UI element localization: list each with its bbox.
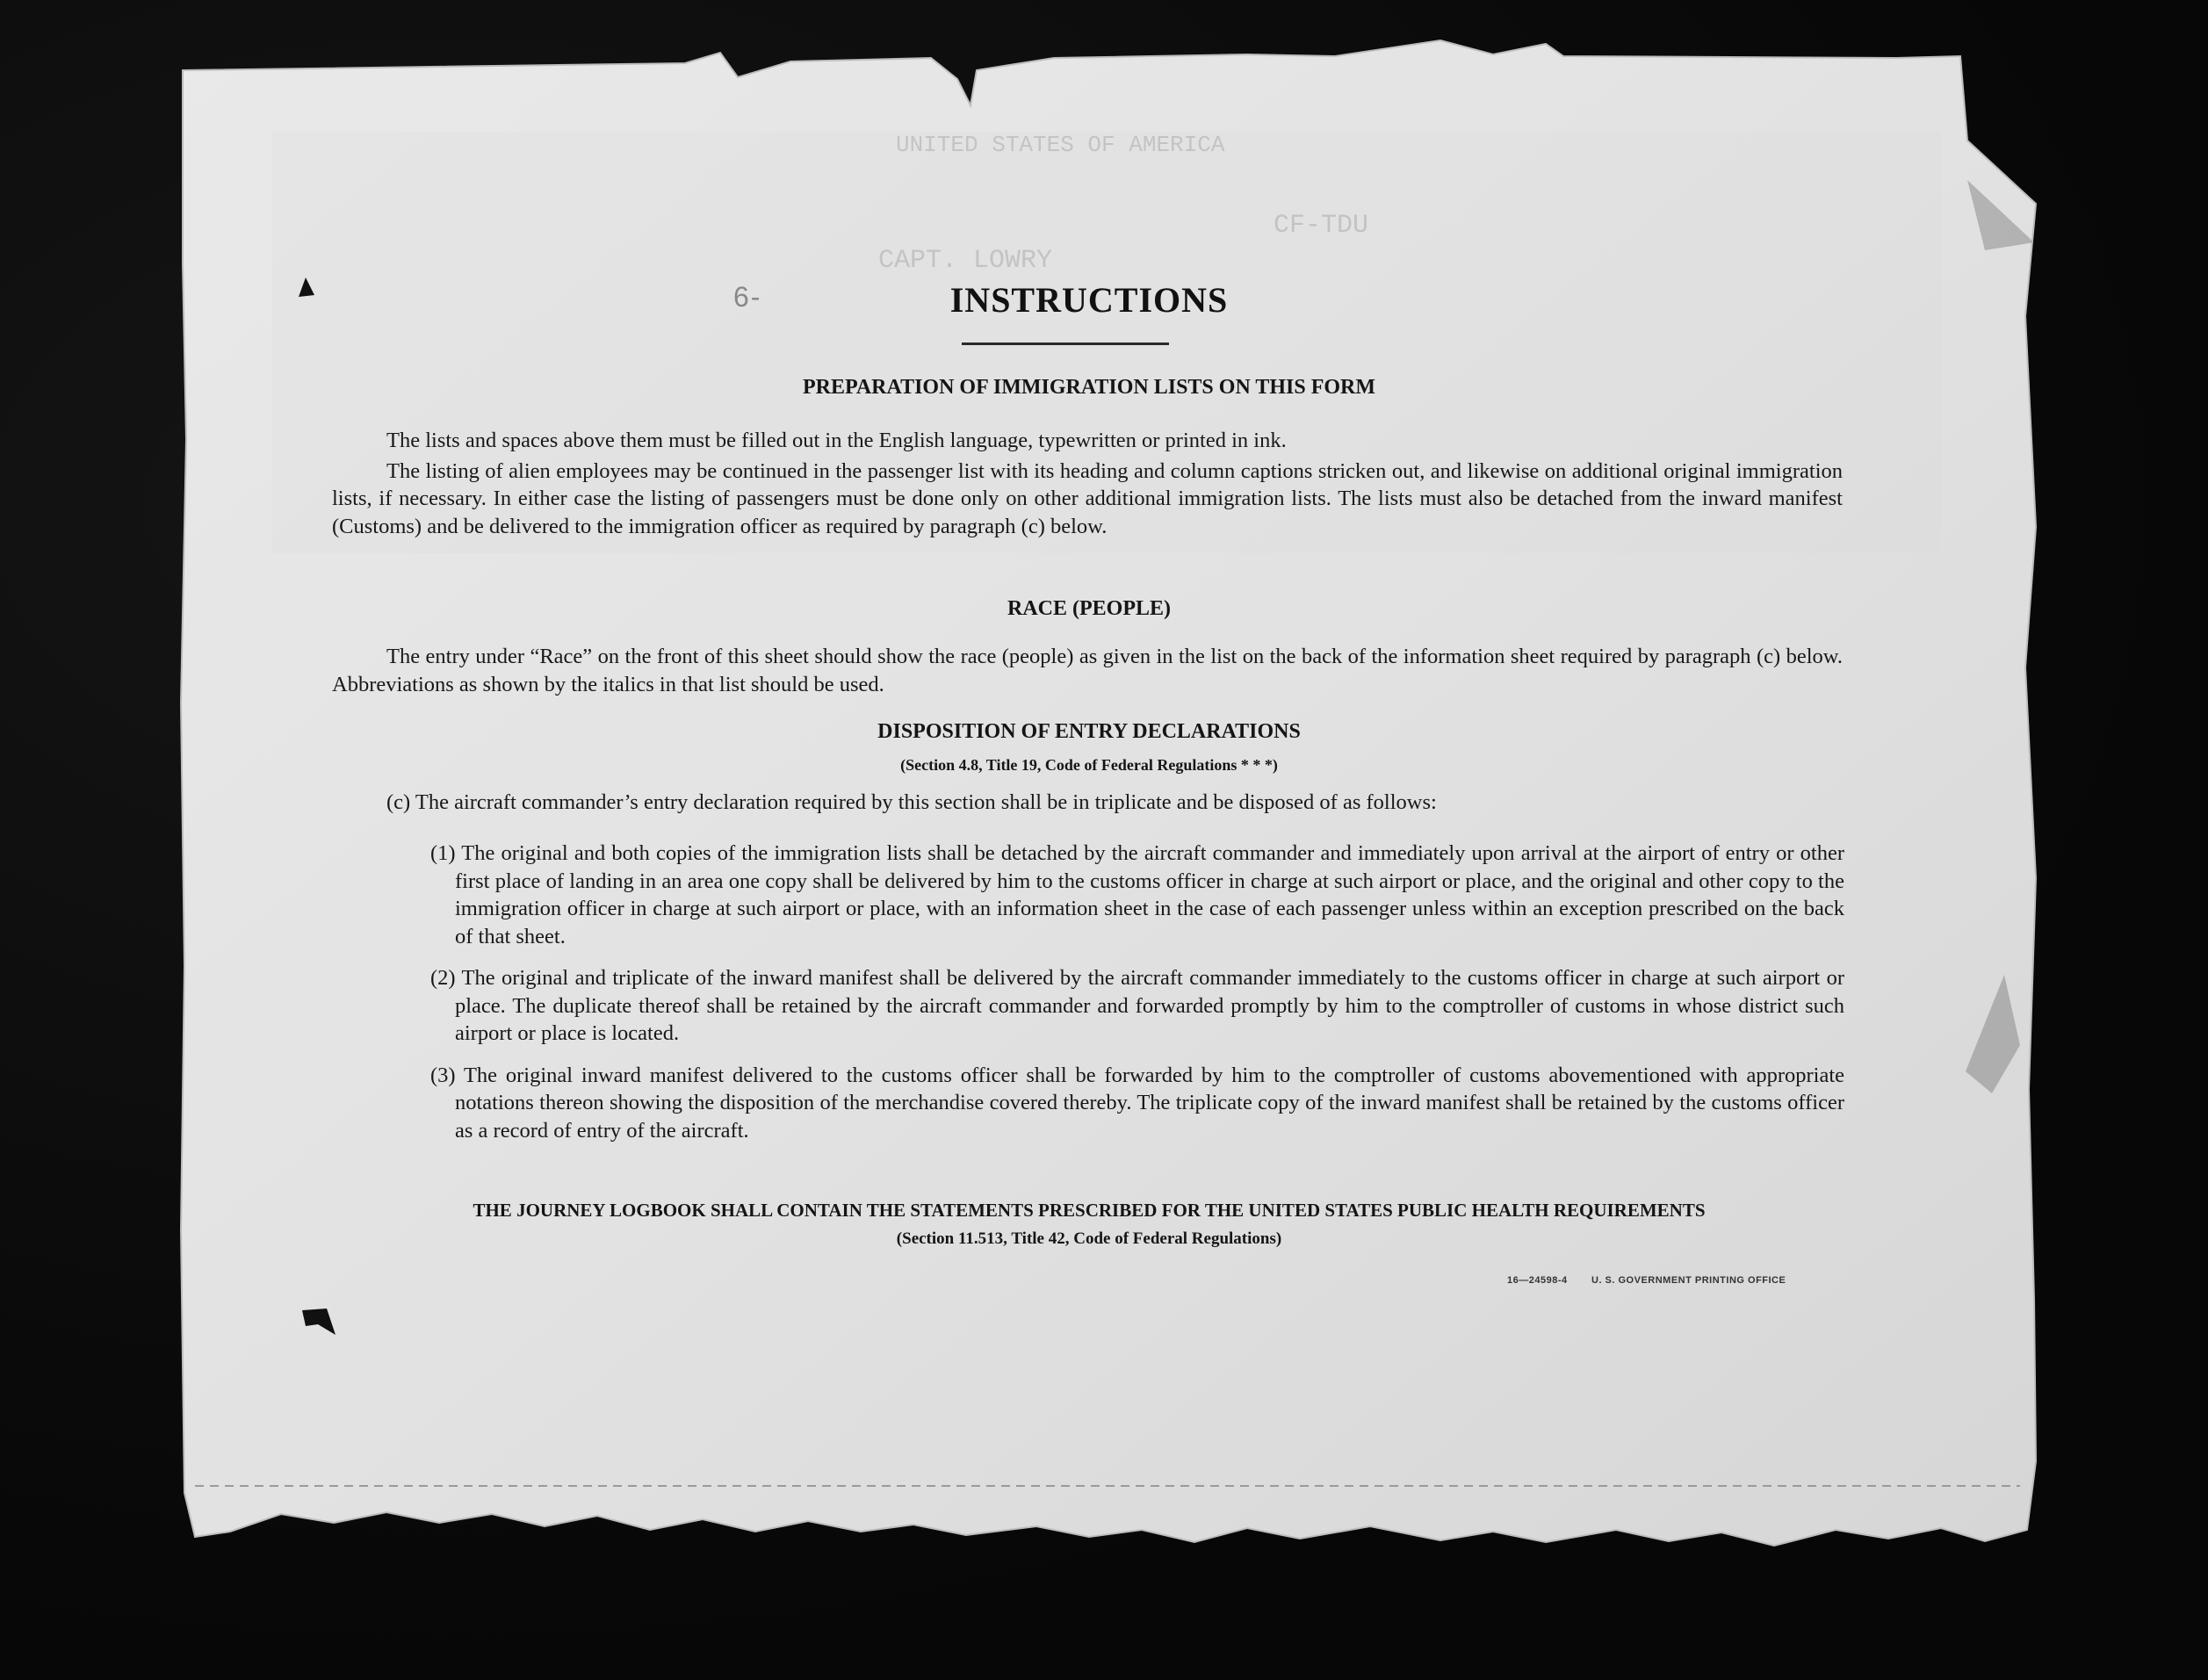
disposition-items xyxy=(430,840,1844,1144)
race-body xyxy=(332,643,1843,698)
list-item: (3) The original inward manifest delivered to the customs officer shall be forwarded by him to the comptroller of customs abovementioned with appropriate notations thereon showing the disposition of the merchandise covered thereby. The triplicate copy of the inward manifest shall be retained by the customs officer as a record of entry of the aircraft. xyxy=(430,1063,1844,1143)
footer-citation-line: (Section 11.513, Title 42, Code of Federal Regulations) xyxy=(896,1229,1282,1248)
printer-imprint: U. S. GOVERNMENT PRINTING OFFICE xyxy=(1591,1275,1786,1286)
form-number: 16—24598-4 xyxy=(1507,1275,1568,1286)
bleed-through-text: CAPT. LOWRY xyxy=(878,246,1053,276)
section-heading-disposition: DISPOSITION OF ENTRY DECLARATIONS xyxy=(877,720,1301,743)
paragraph: The entry under “Race” on the front of this sheet should show the race (people) as given in the list on the back of the information sheet required by paragraph (c) below. Abbreviations as shown by the italics in that list should be used. xyxy=(332,645,1843,696)
list-item: (2) The original and triplicate of the inward manifest shall be delivered by the aircraft commander immediately to the customs officer in charge at such airport or place. The duplicate thereof shall be retained by the aircraft commander and forwarded promptly by him to the comptroller of customs in whose district such airport or place is located. xyxy=(430,966,1844,1045)
section-heading-race: RACE (PEOPLE) xyxy=(1007,597,1171,620)
stamp-number: 6- xyxy=(733,281,762,313)
footer-requirement-line: THE JOURNEY LOGBOOK SHALL CONTAIN THE STATEMENTS PRESCRIBED FOR THE UNITED STATES PUBLIC HEALTH REQUIREMENTS xyxy=(473,1200,1706,1221)
title-underline xyxy=(962,342,1169,345)
disposition-lead xyxy=(386,789,1844,817)
bleed-through-text: UNITED STATES OF AMERICA xyxy=(896,132,1225,158)
page-title: INSTRUCTIONS xyxy=(949,280,1229,320)
preparation-body xyxy=(332,427,1843,540)
paragraph: (c) The aircraft commander’s entry declaration required by this section shall be in triplicate and be disposed of as follows: xyxy=(386,790,1437,814)
paragraph: The lists and spaces above them must be filled out in the English language, typewritten or printed in ink. xyxy=(386,429,1287,452)
list-item: (1) The original and both copies of the immigration lists shall be detached by the aircraft commander and immediately upon arrival at the airport of entry or other first place of landing in an area one copy shall be delivered by him to the customs officer in charge at such airport or place, and the original and other copy to the immigration officer in charge at such airport or place, with an information sheet in the case of each passenger unless within an exception prescribed on the back of that sheet. xyxy=(430,841,1844,948)
bleed-through-text: CF-TDU xyxy=(1274,211,1369,241)
section-heading-preparation: PREPARATION OF IMMIGRATION LISTS ON THIS FORM xyxy=(802,376,1376,399)
paragraph: The listing of alien employees may be continued in the passenger list with its heading and column captions stricken out, and likewise on additional original immigration lists, if necessary. In either case the listing of passengers must be done only on other additional immigration lists. The lists must also be detached from the inward manifest (Customs) and be delivered to the immigration officer as required by paragraph (c) below. xyxy=(332,458,1843,538)
section-subheading-disposition: (Section 4.8, Title 19, Code of Federal Regulations * * *) xyxy=(900,756,1278,774)
